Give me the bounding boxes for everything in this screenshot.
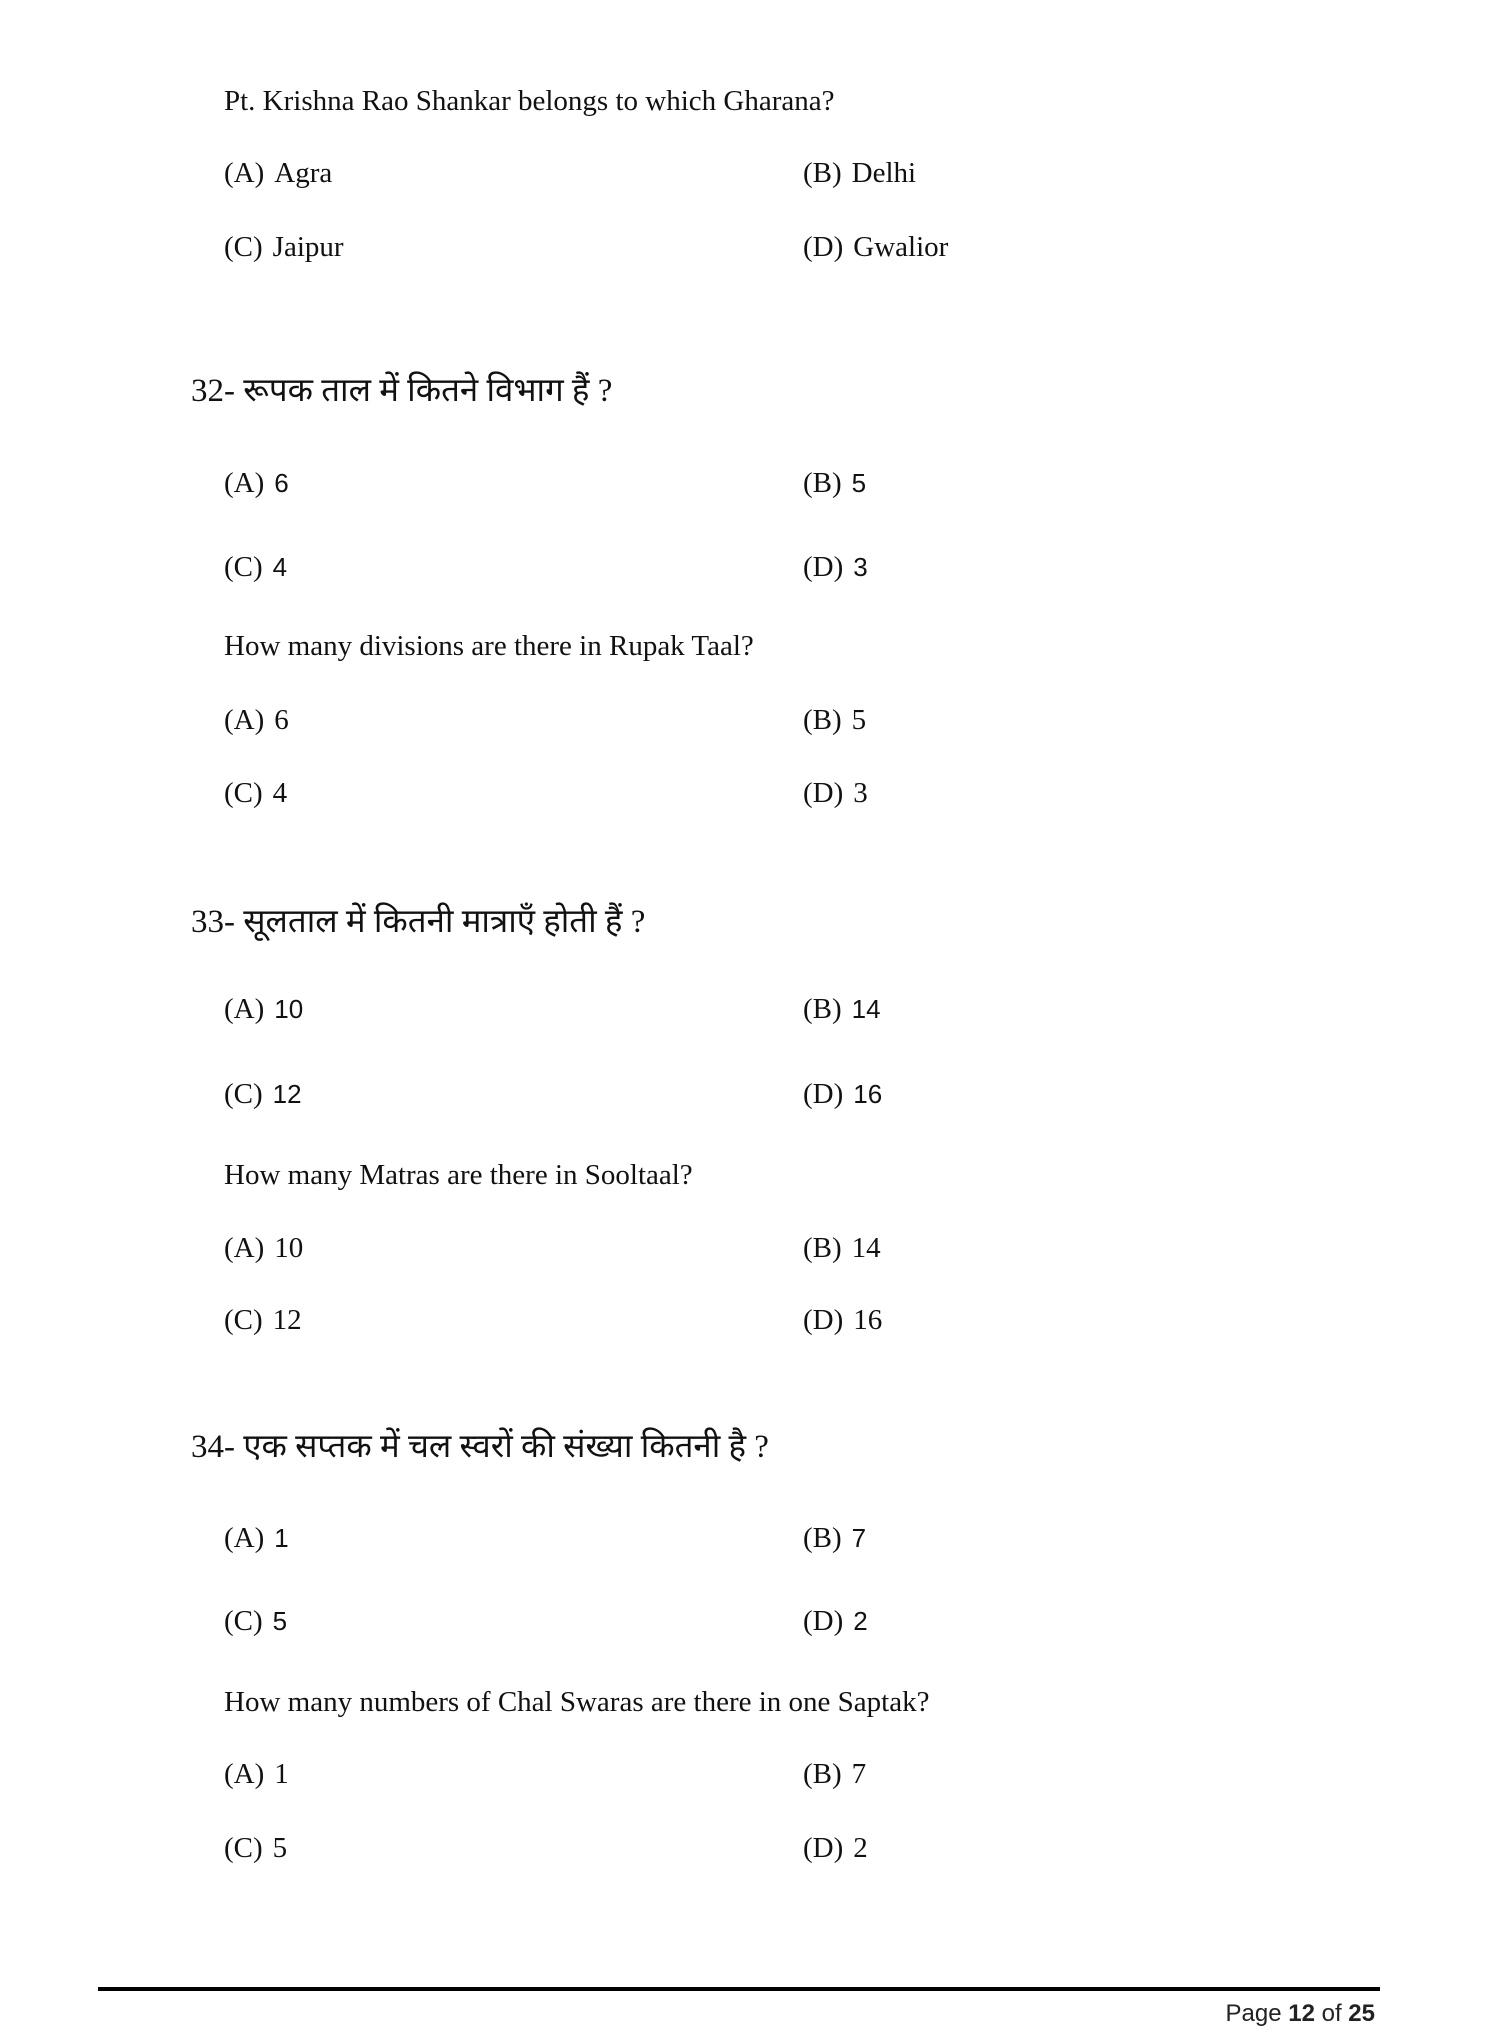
q34-option-d: (D) 2 xyxy=(803,1832,868,1864)
footer-divider xyxy=(98,1987,1380,1991)
q33-hi-option-d: (D) 16 xyxy=(803,1078,883,1110)
q33-option-b: (B) 14 xyxy=(803,1232,881,1264)
q34-hi-option-d: (D) 2 xyxy=(803,1605,868,1637)
q34-hi-option-b: (B) 7 xyxy=(803,1522,867,1554)
q34-option-b: (B) 7 xyxy=(803,1758,867,1790)
page-number: Page 12 of 25 xyxy=(1225,2000,1375,2027)
q33-option-c: (C) 12 xyxy=(224,1304,302,1336)
q33-option-d: (D) 16 xyxy=(803,1304,883,1336)
q32-hi-option-c: (C) 4 xyxy=(224,551,288,583)
question-31-english: Pt. Krishna Rao Shankar belongs to which Gharana? xyxy=(224,85,835,117)
q32-hi-option-a: (A) 6 xyxy=(224,467,289,499)
q32-hi-option-d: (D) 3 xyxy=(803,551,868,583)
q31-option-c: (C) Jaipur xyxy=(224,231,344,263)
q31-option-b: (B) Delhi xyxy=(803,157,917,189)
q31-option-d: (D) Gwalior xyxy=(803,231,949,263)
q33-hi-option-b: (B) 14 xyxy=(803,993,881,1025)
q31-option-a: (A) Agra xyxy=(224,157,333,189)
question-34-hindi: 34- एक सप्तक में चल स्वरों की संख्या कितनी है ? xyxy=(191,1429,769,1465)
q34-option-a: (A) 1 xyxy=(224,1758,289,1790)
q33-hi-option-a: (A) 10 xyxy=(224,993,304,1025)
question-32-hindi: 32- रूपक ताल में कितने विभाग हैं ? xyxy=(191,373,613,409)
q32-option-a: (A) 6 xyxy=(224,704,289,736)
question-32-english: How many divisions are there in Rupak Taal? xyxy=(224,630,754,662)
question-34-english: How many numbers of Chal Swaras are there in one Saptak? xyxy=(224,1686,930,1718)
q32-option-b: (B) 5 xyxy=(803,704,867,736)
q32-hi-option-b: (B) 5 xyxy=(803,467,867,499)
q33-option-a: (A) 10 xyxy=(224,1232,304,1264)
q34-option-c: (C) 5 xyxy=(224,1832,288,1864)
q32-option-c: (C) 4 xyxy=(224,777,288,809)
q33-hi-option-c: (C) 12 xyxy=(224,1078,302,1110)
question-33-english: How many Matras are there in Sooltaal? xyxy=(224,1159,693,1191)
q32-option-d: (D) 3 xyxy=(803,777,868,809)
q34-hi-option-c: (C) 5 xyxy=(224,1605,288,1637)
question-33-hindi: 33- सूलताल में कितनी मात्राएँ होती हैं ? xyxy=(191,904,646,940)
q34-hi-option-a: (A) 1 xyxy=(224,1522,289,1554)
